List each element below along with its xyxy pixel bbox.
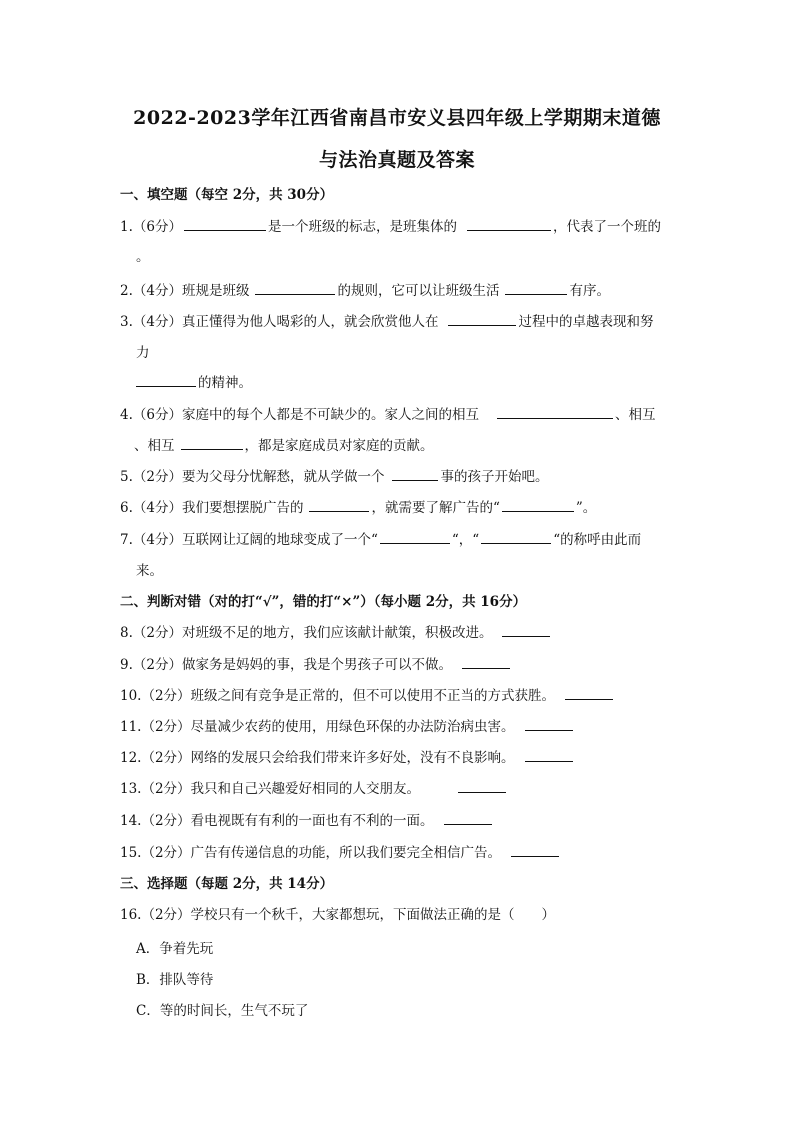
q15-text: 15.（2分）广告有传递信息的功能，所以我们要完全相信广告。 (120, 845, 502, 861)
blank (448, 313, 516, 326)
blank (462, 656, 510, 669)
blank (458, 780, 506, 793)
question-11 (120, 718, 575, 736)
section-heading-multiple-choice: 三、选择题（每题 2分，共 14分） (120, 876, 334, 892)
question-6 (120, 499, 596, 517)
blank (184, 218, 266, 231)
blank (502, 624, 550, 637)
q3-text-1: 3.（4分）真正懂得为他人喝彩的人，就会欣赏他人在 (120, 314, 439, 330)
blank (502, 499, 574, 512)
blank (497, 406, 613, 419)
q5-text-1: 5.（2分）要为父母分忧解愁，就从学做一个 (120, 469, 385, 485)
question-2 (120, 282, 610, 300)
blank (525, 749, 573, 762)
blank (565, 687, 613, 700)
question-12 (120, 749, 575, 767)
q7-text-1: 7.（4分）互联网让辽阔的地球变成了一个“ (120, 532, 378, 548)
question-7 (120, 531, 641, 549)
document-title-line2: 与法治真题及答案 (318, 149, 475, 171)
q6-text-1: 6.（4分）我们要想摆脱广告的 (120, 500, 304, 516)
question-1-cont: 。 (136, 249, 150, 265)
q16-option-c: C．等的时间长，生气不玩了 (136, 1003, 309, 1019)
q4-text-2: 、相互 (614, 407, 656, 423)
question-3-cont-1: 力 (136, 345, 150, 361)
q10-text: 10.（2分）班级之间有竞争是正常的，但不可以使用不正当的方式获胜。 (120, 688, 556, 704)
section-heading-true-false: 二、判断对错（对的打“√”，错的打“×”）（每小题 2分，共 16分） (120, 594, 527, 610)
q7-text-2: “，“ (451, 532, 480, 548)
q12-text: 12.（2分）网络的发展只会给我们带来许多好处，没有不良影响。 (120, 750, 515, 766)
q7-text-3: “的称呼由此而 (553, 532, 642, 548)
q8-text: 8.（2分）对班级不足的地方，我们应该献计献策，积极改进。 (120, 625, 493, 641)
document-title-line1: 2022-2023学年江西省南昌市安义县四年级上学期期末道德 (133, 107, 661, 129)
blank (505, 282, 567, 295)
question-16: 16.（2分）学校只有一个秋千，大家都想玩，下面做法正确的是（ ） (120, 907, 556, 923)
q2-text-1: 2.（4分）班规是班级 (120, 283, 250, 299)
blank (525, 718, 573, 731)
q4-text-3: 、相互 (134, 438, 175, 454)
q16-option-b: B．排队等待 (136, 972, 214, 988)
blank (255, 282, 335, 295)
q9-text: 9.（2分）做家务是妈妈的事，我是个男孩子可以不做。 (120, 657, 452, 673)
question-4-cont (134, 437, 434, 455)
question-3-cont-2 (134, 374, 252, 392)
q13-text: 13.（2分）我只和自己兴趣爱好相同的人交朋友。 (120, 781, 421, 797)
question-1 (120, 218, 661, 236)
q5-text-2: 事的孩子开始吧。 (440, 469, 549, 485)
q1-text-1: 是一个班级的标志，是班集体的 (267, 219, 457, 235)
question-10 (120, 687, 615, 705)
blank (309, 499, 369, 512)
question-15 (120, 844, 561, 862)
q3-text-2: 过程中的卓越表现和努 (518, 314, 654, 330)
section-heading-fill-blank: 一、填空题（每空 2分，共 30分） (120, 187, 334, 203)
blank (467, 218, 551, 231)
q1-text-2: ，代表了一个班的 (552, 219, 661, 235)
q2-text-2: 的规则，它可以让班级生活 (337, 283, 500, 299)
q14-text: 14.（2分）看电视既有有利的一面也有不利的一面。 (120, 813, 434, 829)
question-7-cont: 来。 (136, 563, 163, 579)
q3-text-4: 的精神。 (198, 375, 252, 391)
blank (444, 812, 492, 825)
question-8 (120, 624, 552, 642)
question-14 (120, 812, 494, 830)
blank (392, 468, 438, 481)
question-9 (120, 656, 512, 674)
blank (136, 374, 196, 387)
question-4 (120, 406, 655, 424)
question-3 (120, 313, 653, 331)
q2-text-3: 有序。 (569, 283, 610, 299)
blank (511, 844, 559, 857)
q4-text-1: 4.（6分）家庭中的每个人都是不可缺少的。家人之间的相互 (120, 407, 479, 423)
blank (181, 437, 243, 450)
blank (380, 531, 450, 544)
q16-option-a: A．争着先玩 (136, 941, 214, 957)
blank (481, 531, 551, 544)
q6-text-2: ，就需要了解广告的“ (371, 500, 500, 516)
q6-text-3: ”。 (575, 500, 597, 516)
q4-text-4: ，都是家庭成员对家庭的贡献。 (244, 438, 434, 454)
q1-prefix: 1.（6分） (120, 219, 182, 235)
q11-text: 11.（2分）尽量减少农药的使用，用绿色环保的办法防治病虫害。 (120, 719, 515, 735)
question-5 (120, 468, 548, 486)
question-13 (120, 780, 508, 798)
